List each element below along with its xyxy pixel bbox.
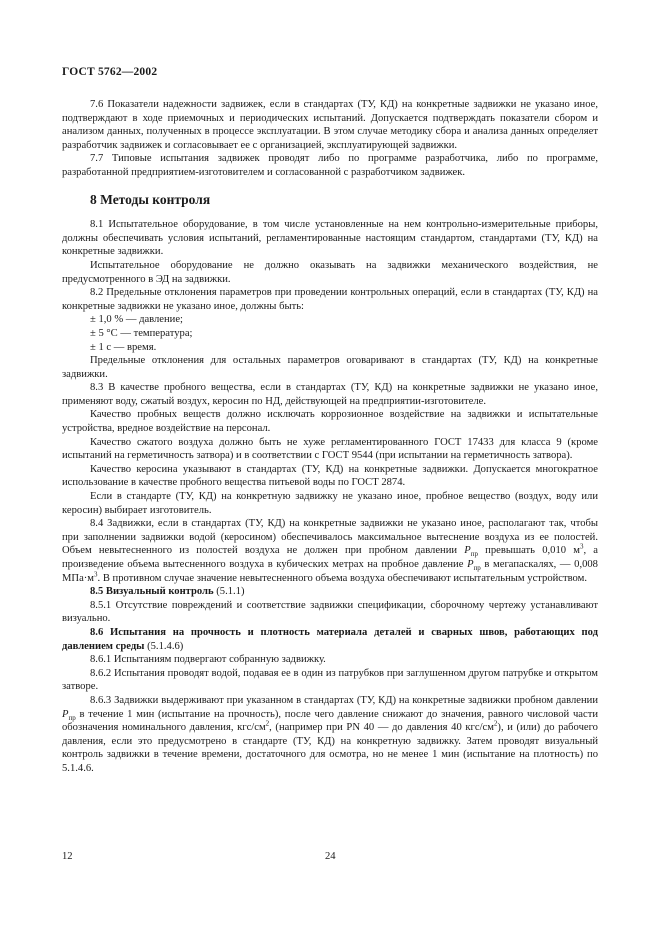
symbol-p: P [467, 559, 474, 570]
paragraph-8-3-c: Качество сжатого воздуха должно быть не хуже регламентированного ГОСТ 17433 для класса 9 (кроме испытаний на герметичность затвора) и в соответствии с ГОСТ 9544 (при испытании на герметичность затвора). [62, 436, 598, 462]
document-body [62, 98, 598, 776]
paragraph-8-2: 8.2 Предельные отклонения параметров при проведении контрольных операций, если в стандартах (ТУ, КД) на конкретные задвижки не указано иное, должны быть: [62, 287, 598, 312]
paragraph-8-6-2: 8.6.2 Испытания проводят водой, подавая ее в один из патрубков при заглушенном другом патрубке и открытом затворе. [62, 667, 598, 693]
paragraph-8-5-1: 8.5.1 Отсутствие повреждений и соответствие задвижки спецификации, сборочному чертежу устанавливают визуально. [62, 599, 598, 625]
text-run: , (например при PN 40 — до давления 40 кгс/см [269, 722, 494, 734]
paragraph-8-1-b: Испытательное оборудование не должно оказывать на задвижки механического воздействия, не предусмотренного в ЭД на задвижки. [62, 259, 598, 285]
subscript: пр [470, 550, 478, 559]
paragraph-8-3-b: Качество пробных веществ должно исключать коррозионное воздействие на задвижки и испытательные устройства, вредное воздействие на персонал. [62, 409, 598, 435]
text-run: в течение 1 мин (испытание на прочность), после чего давление снижают до значения, равного числовой части обозначения номинального давления, кгс/см [62, 708, 598, 734]
paragraph-8-4 [62, 517, 598, 585]
superscript: 2 [493, 719, 498, 728]
paragraph-8-5 [62, 585, 598, 599]
symbol-p: P [464, 545, 471, 557]
paragraph-7-7: 7.7 Типовые испытания задвижек проводят либо по программе разработчика, либо по программе, разработанной предприятием-изготовителем и согласованной с разработчиком задвижек. [62, 153, 598, 178]
paragraph-8-6-1: 8.6.1 Испытаниям подвергают собранную задвижку. [90, 654, 326, 666]
text-run: ), и (или) до рабочего давления, если это предусмотрено в стандарте (ТУ, КД) на конкретную задвижку. Затем проводят визуальный контроль задвижки в течение времени, достаточного для осмотра, но не менее 1 мин (испытание на плотность) по 5.1.4.6. [62, 722, 598, 774]
paragraph-8-3: 8.3 В качестве пробного вещества, если в стандартах (ТУ, КД) на конкретные задвижки не указано иное, применяют воду, сжатый воздух, керосин по НД, действующей на предприятии-изготовителе. [62, 382, 598, 407]
reference: (5.1.4.6) [144, 640, 184, 652]
paragraph-8-3-e: Если в стандарте (ТУ, КД) на конкретную задвижку не указано иное, пробное вещество (воздух, воду или керосин) выбирает изготовитель. [62, 491, 598, 516]
paragraph-7-6: 7.6 Показатели надежности задвижек, если в стандартах (ТУ, КД) на конкретные задвижки не указано иное, подтверждают в ходе приемочных и периодических испытаний. Допускается подтверждать показатели сбором и анализом данных, полученных в процессе эксплуатации. В этом случае методику сбора и анализа данных определяет разработчик задвижек и согласовывает ее с организацией, эксплуатирующей задвижки. [62, 99, 598, 151]
paragraph-8-6 [62, 626, 598, 653]
symbol-p: P [62, 708, 69, 720]
paragraph-8-3-d: Качество керосина указывают в стандартах (ТУ, КД) на конкретные задвижки. Допускается многократное использование в качестве пробного вещества питьевой воды по ГОСТ 2874. [62, 463, 598, 489]
subscript: пр [68, 713, 76, 722]
paragraph-8-6-3 [62, 694, 598, 776]
text-run: превышать 0,010 м [477, 545, 580, 557]
reference: (5.1.1) [213, 586, 245, 598]
text-run: в мегапаскалях, — 0,008 МПа·м [62, 559, 598, 584]
heading-8-6: 8.6 Испытания на прочность и плотность материала деталей и сварных швов, работающих под давлением среды [62, 626, 598, 652]
text-run: 8.6.3 Задвижки выдерживают при указанном в стандартах (ТУ, КД) на конкретные задвижки пробном давлении [90, 694, 598, 706]
page-number-center: 24 [325, 851, 336, 862]
superscript: 3 [94, 570, 98, 579]
paragraph-8-2-b: Предельные отклонения для остальных параметров оговаривают в стандартах (ТУ, КД) на конкретные задвижки. [62, 355, 598, 380]
list-item-temperature: ± 5 °С — температура; [90, 327, 193, 339]
list-item-pressure: ± 1,0 % — давление; [90, 314, 183, 326]
text-run: , а произведение объема вытесненного воздуха в кубических метрах на пробное давление [62, 545, 598, 570]
text-run: . В противном случае значение невытесненного объема воздуха обеспечивают испытательным устройством. [97, 572, 588, 584]
document-code-header: ГОСТ 5762—2002 [62, 66, 158, 78]
page-number-left: 12 [62, 851, 73, 862]
superscript: 3 [579, 542, 584, 551]
subscript: пр [473, 564, 481, 573]
superscript: 2 [265, 719, 270, 728]
heading-8-5: 8.5 Визуальный контроль [90, 586, 214, 598]
section-8-title: 8 Методы контроля [90, 191, 211, 207]
text-run: 8.4 Задвижки, если в стандартах (ТУ, КД) на конкретные задвижки не указано иное, располагают так, чтобы при заполнении задвижки водой (керосином) обеспечивалось максимальное вытеснение воздуха из ее полостей. Объем невытесненного из полостей воздуха не должен при пробном давлении [62, 518, 598, 557]
list-item-time: ± 1 с — время. [90, 341, 157, 353]
paragraph-8-1: 8.1 Испытательное оборудование, в том числе установленные на нем контрольно-измерительные приборы, должны обеспечивать условия испытаний, регламентированные настоящим стандартом, стандартами (ТУ, КД) на конкретные задвижки. [62, 219, 598, 258]
